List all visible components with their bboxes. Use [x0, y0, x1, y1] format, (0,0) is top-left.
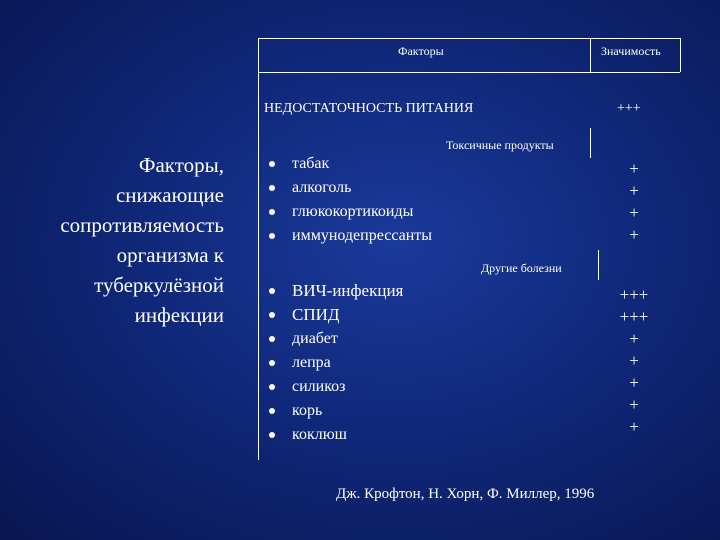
- title-line: туберкулёзной: [94, 273, 224, 297]
- table-border-top: [258, 38, 680, 39]
- citation: Дж. Крофтон, Н. Хорн, Ф. Миллер, 1996: [336, 486, 595, 502]
- significance-value: +++: [619, 285, 649, 304]
- toxic-list: [266, 152, 432, 248]
- title-line: организма к: [116, 243, 224, 267]
- table-header-divider: [258, 72, 680, 73]
- significance-value: +: [629, 329, 639, 348]
- title-line: снижающие: [115, 183, 224, 207]
- list-item: табак: [266, 152, 432, 176]
- diseases-significance: [612, 284, 656, 438]
- column-header-factors: Факторы: [398, 44, 444, 58]
- list-item: коклюш: [266, 423, 347, 447]
- diseases-major-list: [266, 279, 403, 327]
- significance-value: +: [629, 159, 639, 178]
- toxic-significance: [622, 158, 646, 246]
- significance-value: +: [629, 417, 639, 436]
- title-line: Факторы,: [138, 153, 224, 177]
- column-header-significance: Значимость: [601, 44, 661, 58]
- list-item: иммунодепрессанты: [266, 224, 432, 248]
- significance-value: +: [629, 395, 639, 414]
- list-item: ВИЧ-инфекция: [266, 279, 403, 303]
- significance-value: +++: [619, 307, 649, 326]
- malnutrition-label: НЕДОСТАТОЧНОСТЬ ПИТАНИЯ: [264, 101, 474, 116]
- diseases-heading: Другие болезни: [481, 261, 562, 275]
- title-line: инфекции: [134, 303, 224, 327]
- significance-value: +: [629, 351, 639, 370]
- list-item: алкоголь: [266, 176, 432, 200]
- significance-value: +: [629, 373, 639, 392]
- significance-value: +: [629, 181, 639, 200]
- column-divider: [598, 250, 599, 280]
- column-divider: [590, 38, 591, 72]
- list-item: корь: [266, 399, 347, 423]
- list-item: диабет: [266, 327, 347, 351]
- list-item: СПИД: [266, 303, 403, 327]
- list-item: силикоз: [266, 375, 347, 399]
- significance-value: +: [629, 225, 639, 244]
- toxic-heading: Токсичные продукты: [446, 138, 554, 152]
- column-divider: [590, 128, 591, 158]
- title-line: сопротивляемость: [60, 213, 224, 237]
- slide-title: [0, 150, 224, 330]
- table-border-left: [258, 38, 259, 460]
- list-item: глюкокортикоиды: [266, 200, 432, 224]
- table-border-right: [680, 38, 681, 72]
- significance-value: +: [629, 203, 639, 222]
- malnutrition-significance: +++: [617, 101, 641, 116]
- diseases-minor-list: [266, 327, 347, 447]
- list-item: лепра: [266, 351, 347, 375]
